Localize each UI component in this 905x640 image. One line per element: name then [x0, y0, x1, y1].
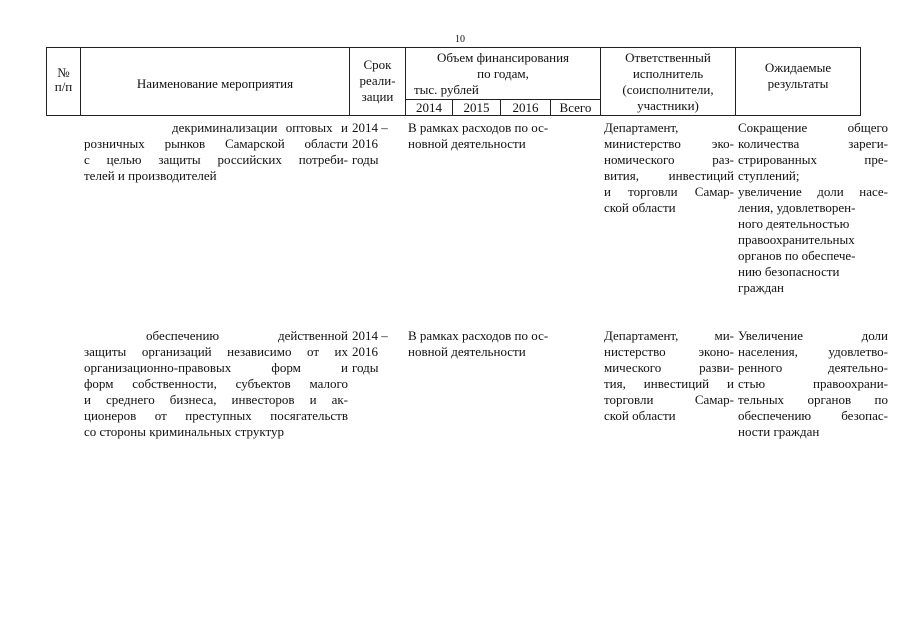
header-num: № п/п: [54, 65, 73, 94]
header-term: Срок реали- зации: [359, 57, 396, 104]
row-term: 2014 – 2016 годы: [352, 328, 388, 375]
header-top-border: [46, 47, 860, 48]
page-number: 10: [455, 34, 465, 45]
row-results: Сокращение общего количества зареги- стрированных пре- ступлений; увеличение доли насе- ления, удовлетворен- ного деятельностью правоохранительных органов по обеспече- нию безопасности граждан: [738, 120, 888, 295]
row-funding: В рамках расходов по ос- новной деятельности: [408, 120, 549, 151]
header-bottom-border: [46, 115, 860, 116]
header-year-total: Всего: [559, 100, 592, 115]
header-col-border-6: [860, 47, 861, 116]
header-results: Ожидаемые результаты: [764, 60, 832, 91]
row-name: декриминализации оптовых и розничных рынков Самарской области с целью защиты российских потреби- телей и производителей: [84, 120, 348, 183]
row-term: 2014 – 2016 годы: [352, 120, 388, 167]
row-name: обеспечению действенной защиты организаций независимо от их организационно-правовых форм и форм собственности, субъектов малого и среднего бизнеса, инвесторов и ак- ционеров от преступных посягательств со стороны криминальных структур: [84, 328, 348, 439]
row-funding: В рамках расходов по ос- новной деятельности: [408, 328, 549, 359]
row-executor: Департамент, ми- нистерство эконо- мического разви- тия, инвестиций и торговли Самар- ской области: [604, 328, 734, 423]
header-funding: Объем финансирования по годам, тыс. рублей: [414, 50, 570, 97]
header-year-2014: 2014: [416, 100, 442, 115]
header-year-2016: 2016: [512, 100, 539, 115]
row-executor: Департамент, министерство эко- номического раз- вития, инвестиций и торговли Самар- ской области: [604, 120, 734, 215]
header-year-2015: 2015: [463, 100, 490, 115]
header-executor: Ответственный исполнитель (соисполнители, участники): [622, 50, 714, 113]
header-name: Наименование мероприятия: [136, 76, 294, 91]
row-results: Увеличение доли населения, удовлетво- ренного деятельно- стью правоохрани- тельных органов по обеспечению безопас- ности граждан: [738, 328, 888, 439]
